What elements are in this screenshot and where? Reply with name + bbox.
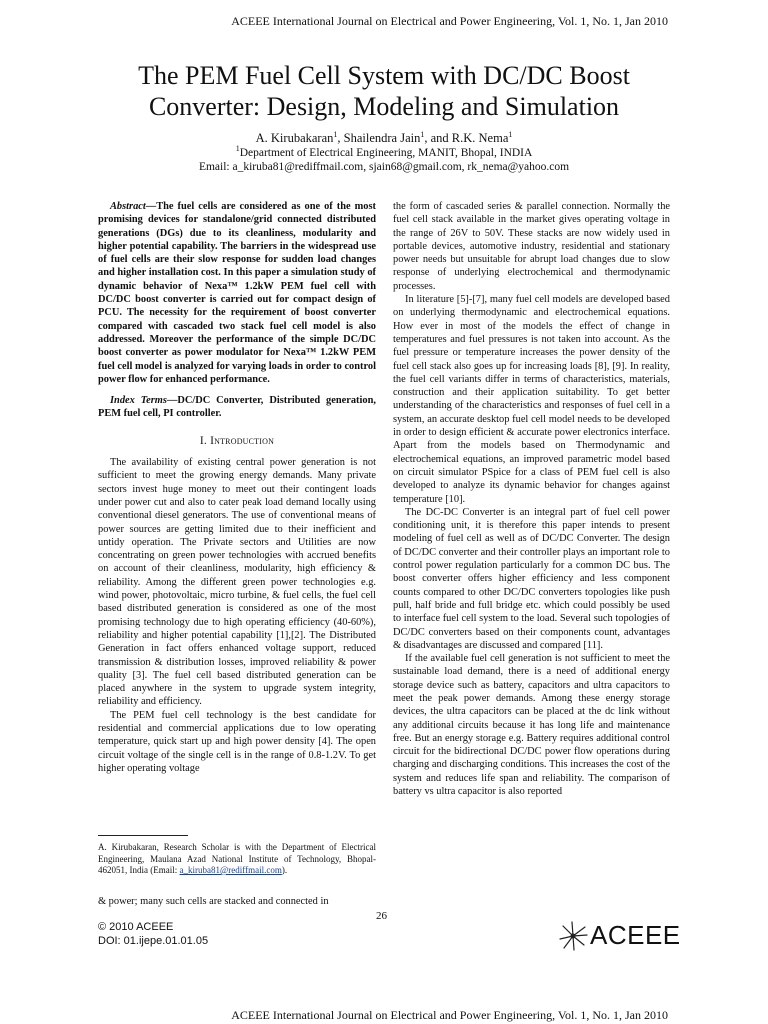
affiliation-mark: 1: [235, 144, 240, 154]
affiliation: [60, 146, 708, 160]
index-terms-label: Index Terms: [110, 395, 167, 407]
section-heading-introduction: I. Introduction: [199, 434, 275, 447]
running-header: ACEEE International Journal on Electrical and Power Engineering, Vol. 1, No. 1, Jan 2010: [231, 14, 668, 28]
author-2: Shailendra Jain: [343, 131, 421, 145]
logo-text: ACEEE: [590, 920, 681, 950]
author-footnote: [98, 842, 376, 877]
body-paragraph: In literature [5]-[7], many fuel cell models are developed based on underlying thermodynamic and electrochemical equations. How ever in most of the models the effect of change in temperatures and fuel pressures is not taken into account. As the fuel pressure or temperature increases the power density of the fuel cell stack also goes up for increasing loads [8], [9]. In reality, the fuel cell variants differ in terms of characteristics, materials, construction and their application suitability. To get better understanding of the characteristics and responses of fuel cell in a system, an accurate desktop fuel cell model needs to be developed in order to design efficient & accurate power electronics interface. Apart from the models based on Thermodynamic and electrochemical equations, an improved parametric model based on circuit simulator PSpice for a class of PEM fuel cell is also developed to analyze its dynamic behavior for changes against temperature [10].: [393, 294, 670, 505]
author-1-affil-mark: 1: [333, 129, 338, 139]
abstract-label: Abstract: [110, 201, 146, 212]
copyright-block: [98, 920, 208, 948]
title-block: [60, 60, 708, 174]
footnote-text: A. Kirubakaran, Research Scholar is with the Department of Electrical Engineering, Maulana Azad National Institute of Technology, Bhopal-462051, India (Email:: [98, 842, 376, 875]
doi-line: DOI: 01.ijepe.01.01.05: [98, 935, 209, 947]
title-line-2: Converter: Design, Modeling and Simulation: [148, 92, 620, 121]
aceee-logo: [558, 920, 681, 951]
footnote-close: ).: [281, 865, 288, 875]
index-terms-text: —DC/DC Converter, Distributed generation, PEM fuel cell, PI controller.: [98, 395, 376, 420]
author-emails: Email: a_kiruba81@rediffmail.com, sjain68@gmail.com, rk_nema@yahoo.com: [198, 161, 570, 173]
footnote-divider: [98, 835, 188, 836]
affiliation-text: Department of Electrical Engineering, MANIT, Bhopal, INDIA: [239, 147, 533, 159]
body-paragraph: the form of cascaded series & parallel connection. Normally the fuel cell stack available in the market gives operating voltage in the range of 26V to 50V. These stacks are now widely used in portable devices, automotive industry, residential and stationary power needs but unsuitable for abrupt load changes due to slow response of underlying electrochemical and thermodynamic processes.: [393, 201, 670, 292]
abstract: [98, 200, 376, 386]
body-paragraph: If the available fuel cell generation is not sufficient to meet the sustainable load demand, there is a need of additional energy storage device such as battery, capacitors and ultra capacitors to meet the peak power demands. Among these energy storage devices, the ultra capacitors can be placed at the dc link without any additional circuits because it has long life and maintenance free. But an energy storage e.g. Battery requires additional control circuit for the bidirectional DC/DC power flow operations during charging and discharging conditions. This increases the cost of the system and reduces life span and reliability. The comparison of battery vs ultra capacitor is also reported: [393, 653, 670, 798]
paper-title: [60, 60, 708, 122]
author-3: R.K. Nema: [451, 131, 509, 145]
right-column: [393, 200, 670, 798]
author-3-affil-mark: 1: [508, 129, 513, 139]
author-separator: , and: [424, 131, 452, 145]
footnote-email-link[interactable]: a_kiruba81@rediffmail.com: [179, 865, 282, 875]
star-burst-icon: [558, 921, 588, 951]
left-continuation-text: & power; many such cells are stacked and connected in: [98, 896, 329, 907]
page-number: 26: [376, 910, 387, 922]
author-2-affil-mark: 1: [420, 129, 425, 139]
author-1: A. Kirubakaran: [255, 131, 334, 145]
body-paragraph: The PEM fuel cell technology is the best candidate for residential and commercial applications due to low operating temperature, quick start up and high power density [4]. The open circuit voltage of the single cell is in the range of 0.8-1.2V. To get higher operating voltage: [98, 709, 376, 774]
copyright-line: © 2010 ACEEE: [98, 921, 174, 933]
running-footer: ACEEE International Journal on Electrical and Power Engineering, Vol. 1, No. 1, Jan 2010: [231, 1008, 668, 1022]
author-list: [60, 131, 708, 146]
author-separator: ,: [337, 131, 344, 145]
body-paragraph: The availability of existing central power generation is not sufficient to meet the growing energy demands. Many private sectors invest huge money to meet out their contingent loads under power cut and also to cater peak load demand locally using conventional diesel generators. The use of conventional means of power sources are getting limited due to their inefficient and untidy operation. The Private sectors and Utilities are now concentrating on green power technologies with accrued benefits on account of their cleanliness, modularity, high efficiency & reliability. Among the different green power technologies e.g. wind power, photovoltaic, micro turbine, & fuel cells, the fuel cell based distributed generation is considered as one of the most promising technology due to high operating efficiency (40-60%), reliability and higher potential capability [1],[2]. The Distributed Generation in fact offers enhanced voltage support, reduced transmission & distribution losses, improved reliability & power quality [3]. The fuel cell based distributed generation can be placed anywhere in the system to upgrade system integrity, reliability and efficiency.: [98, 457, 376, 708]
index-terms: [98, 394, 376, 421]
left-column: [98, 200, 376, 775]
body-paragraph: The DC-DC Converter is an integral part of fuel cell power conditioning unit, it is therefore this paper intends to present modeling of fuel cell as well as of DC/DC Converter. The design of DC/DC converter and their controller plays an important role to control power regulation particularly for a common DC bus. The boost converter offers higher efficiency and less component counts compared to other DC/DC converters topologies like push pull, half bride and full bridge etc. which could possibly be used to interface fuel cell system to the load. Several such topologies of DC/DC converters based on their components count, advantages & disadvantages are discussed and compared [11].: [393, 506, 670, 651]
abstract-text: —The fuel cells are considered as one of the most promising devices for standalone/grid connected distributed generations (DGs) due to its cleanliness, modularity and higher potential capability. The barriers in the widespread use of fuel cells are their slow response for sudden load changes and higher installation cost. In this paper a simulation study of dynamic behavior of Nexa™ 1.2kW PEM fuel cell with DC/DC boost converter is carried out for compact design of PCU. The necessity for the requirement of boost converter compared with cascaded two stack fuel cell model is also addressed. Moreover the performance of the simple DC/DC boost converter as power modulator for Nexa™ 1.2kW PEM fuel cell model is analyzed for varying loads in order to control power flow for enhanced performance.: [98, 201, 376, 385]
title-line-1: The PEM Fuel Cell System with DC/DC Boost: [138, 61, 630, 90]
